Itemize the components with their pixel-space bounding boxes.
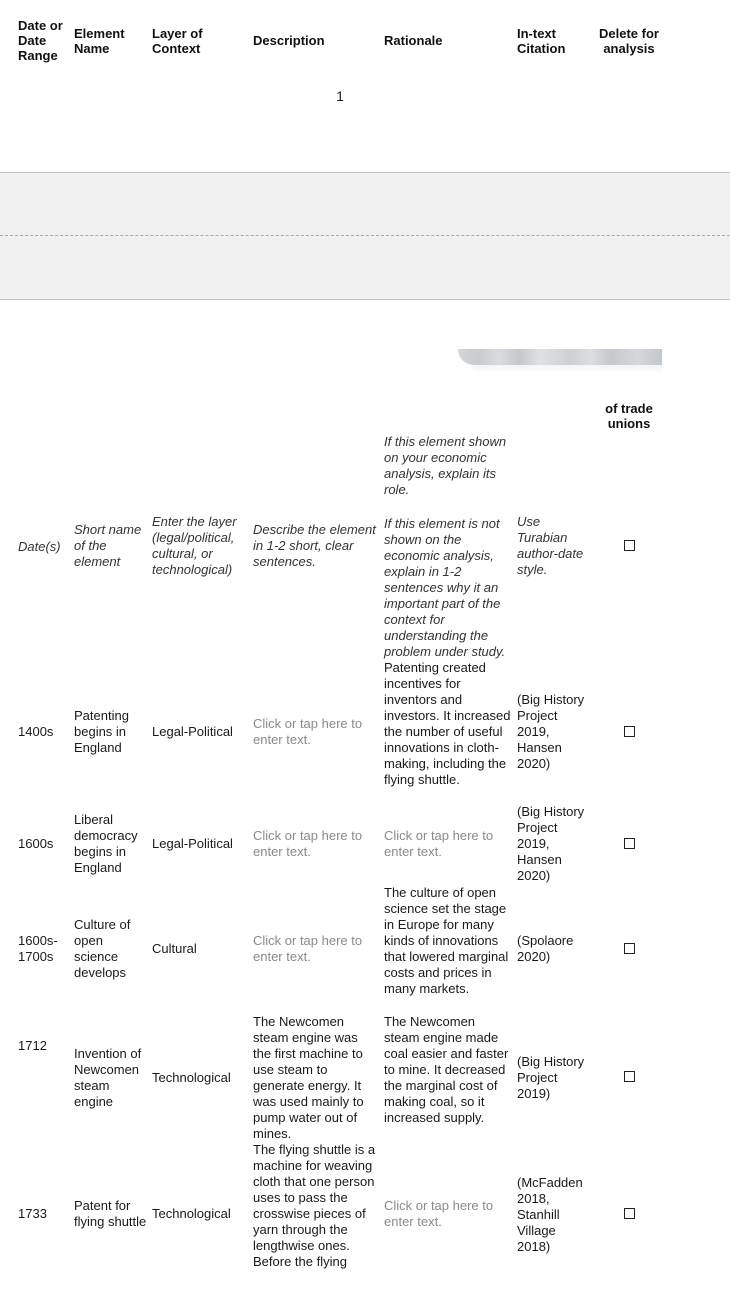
row-element-name: Invention of Newcomen steam engine — [74, 1046, 142, 1109]
header-date: Date or Date Range — [18, 18, 63, 63]
row-element-name: Patenting begins in England — [74, 708, 129, 755]
page-number: 1 — [336, 88, 344, 104]
header-rationale: Rationale — [384, 33, 443, 48]
rationale-text[interactable]: The culture of open science set the stage in Europe for many kinds of innovations that lowered marginal costs and prices in many markets. — [384, 885, 509, 996]
description-text[interactable]: The flying shuttle is a machine for weaving cloth that one person uses to pass the crosswise pieces of yarn through the lengthwise ones. Before the flying — [253, 1142, 376, 1269]
instruction-rationale-not-shown: If this element is not shown on the economic analysis, explain in 1-2 sentences why it an important part of the context for understanding the problem under study. — [384, 516, 506, 659]
row-date: 1600s — [18, 836, 54, 851]
row-element-name: Culture of open science develops — [74, 917, 131, 980]
row-element-name: Patent for flying shuttle — [74, 1198, 147, 1229]
header-element-name: Element Name — [74, 26, 125, 56]
row-citation: (McFadden 2018, Stanhill Village 2018) — [517, 1175, 583, 1254]
description-input[interactable]: Click or tap here to enter text. — [253, 828, 363, 859]
row-layer: Legal-Political — [152, 836, 233, 851]
row-date: 1733 — [18, 1206, 47, 1221]
rationale-input[interactable]: Click or tap here to enter text. — [384, 828, 494, 859]
description-text[interactable]: The Newcomen steam engine was the first machine to use steam to generate energy. It was used mainly to pump water out of mines. — [253, 1014, 364, 1141]
row-date: 1400s — [18, 724, 54, 739]
row-date: 1712 — [18, 1038, 47, 1053]
page-break-separator — [0, 172, 730, 300]
delete-checkbox[interactable] — [624, 838, 635, 849]
delete-checkbox[interactable] — [624, 1071, 635, 1082]
blurred-header-text — [458, 349, 662, 365]
row-layer: Legal-Political — [152, 724, 233, 739]
header-description: Description — [253, 33, 325, 48]
row-layer: Cultural — [152, 941, 197, 956]
instruction-date: Date(s) — [18, 539, 61, 554]
instruction-element-name: Short name of the element — [74, 522, 142, 569]
row-citation: (Big History Project 2019, Hansen 2020) — [517, 692, 585, 771]
instruction-rationale-shown: If this element shown on your economic analysis, explain its role. — [384, 434, 507, 497]
delete-checkbox-instruction[interactable] — [624, 540, 635, 551]
instruction-layer: Enter the layer (legal/political, cultural, or technological) — [152, 514, 237, 577]
description-input[interactable]: Click or tap here to enter text. — [253, 933, 363, 964]
rationale-text[interactable]: The Newcomen steam engine made coal easier and faster to mine. It decreased the marginal cost of making coal, so it increased supply. — [384, 1014, 509, 1125]
page-break-dashed-line — [0, 235, 730, 236]
delete-checkbox[interactable] — [624, 1208, 635, 1219]
rationale-input[interactable]: Click or tap here to enter text. — [384, 1198, 494, 1229]
delete-checkbox[interactable] — [624, 726, 635, 737]
header-layer: Layer of Context — [152, 26, 203, 56]
header-delete: Delete for analysis — [599, 26, 659, 56]
rationale-text[interactable]: Patenting created incentives for inventors and investors. It increased the number of useful innovations in cloth-making, including the flying shuttle. — [384, 660, 511, 787]
row-citation: (Big History Project 2019, Hansen 2020) — [517, 804, 585, 883]
description-input[interactable]: Click or tap here to enter text. — [253, 716, 363, 747]
row-citation: (Big History Project 2019) — [517, 1054, 585, 1101]
row-layer: Technological — [152, 1070, 231, 1085]
header-delete-continued: of trade unions — [605, 401, 653, 431]
row-date: 1600s-1700s — [18, 933, 58, 964]
instruction-citation: Use Turabian author-date style. — [517, 514, 584, 577]
delete-checkbox[interactable] — [624, 943, 635, 954]
instruction-description: Describe the element in 1-2 short, clear sentences. — [253, 522, 376, 569]
row-element-name: Liberal democracy begins in England — [74, 812, 138, 875]
row-layer: Technological — [152, 1206, 231, 1221]
row-citation: (Spolaore 2020) — [517, 933, 574, 964]
header-citation: In-text Citation — [517, 26, 566, 56]
